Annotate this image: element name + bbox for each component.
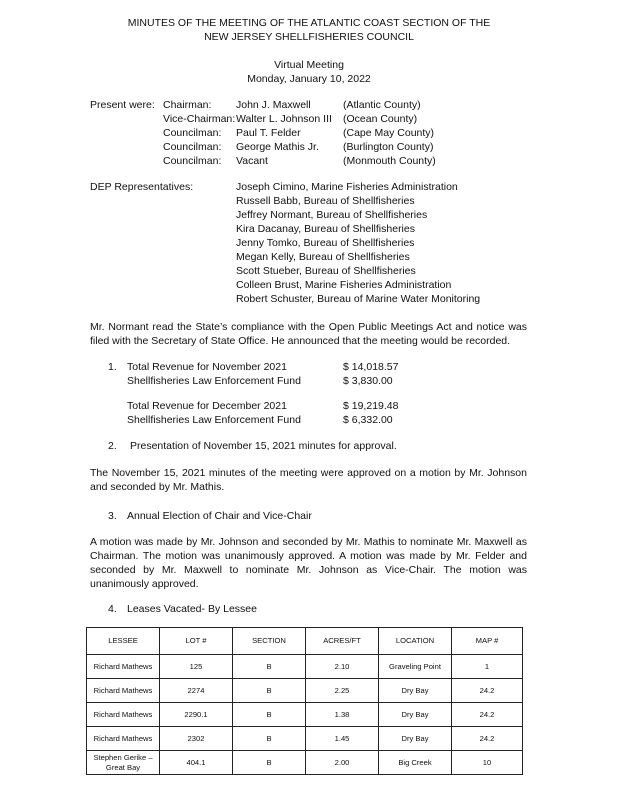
cell-section: B — [233, 751, 306, 775]
item-3-paragraph: A motion was made by Mr. Johnson and seconded by Mr. Mathis to nominate Mr. Maxwell as Chairman. The motion was unanimously approved. A motion was made by Mr. Felder and seconded by Mr. Maxwell to nominate Mr. Johnson as Vice-Chair. The motion was unanimously approved. — [90, 536, 527, 590]
cell-lessee: Stephen Gerike – Great Bay — [87, 751, 160, 775]
member-name: George Mathis Jr. — [236, 141, 319, 153]
item-2-number: 2. — [108, 440, 117, 452]
cell-lot: 125 — [160, 655, 233, 679]
cell-section: B — [233, 727, 306, 751]
table-header-row — [87, 628, 523, 655]
cell-acres: 2.10 — [306, 655, 379, 679]
cell-acres: 2.00 — [306, 751, 379, 775]
cell-section: B — [233, 655, 306, 679]
cell-location: Graveling Point — [379, 655, 452, 679]
dep-rep: Colleen Brust, Marine Fisheries Administration — [236, 279, 452, 291]
dep-rep: Jenny Tomko, Bureau of Shellfisheries — [236, 237, 415, 249]
cell-section: B — [233, 703, 306, 727]
cell-acres: 2.25 — [306, 679, 379, 703]
column-header: SECTION — [233, 628, 306, 655]
dep-rep: Jeffrey Normant, Bureau of Shellfisheries — [236, 209, 428, 221]
dep-label: DEP Representatives: — [90, 181, 194, 193]
cell-map: 24.2 — [452, 703, 523, 727]
revenue-label: Shellfisheries Law Enforcement Fund — [127, 375, 301, 387]
member-county: (Atlantic County) — [343, 99, 421, 111]
dep-rep: Kira Dacanay, Bureau of Shellfisheries — [236, 223, 415, 235]
item-2-heading: Presentation of November 15, 2021 minutes for approval. — [130, 440, 397, 452]
revenue-amount: $ 19,219.48 — [343, 400, 399, 412]
table-row — [87, 703, 523, 727]
table-row — [87, 655, 523, 679]
cell-acres: 1.38 — [306, 703, 379, 727]
title-line-2: NEW JERSEY SHELLFISHERIES COUNCIL — [204, 31, 414, 43]
cell-lot: 404.1 — [160, 751, 233, 775]
column-header: ACRES/FT — [306, 628, 379, 655]
cell-lessee: Richard Mathews — [87, 679, 160, 703]
item-4-number: 4. — [108, 603, 117, 615]
cell-map: 24.2 — [452, 679, 523, 703]
member-name: Vacant — [236, 155, 268, 167]
revenue-amount: $ 3,830.00 — [343, 375, 393, 387]
revenue-amount: $ 6,332.00 — [343, 414, 393, 426]
revenue-label: Shellfisheries Law Enforcement Fund — [127, 414, 301, 426]
dep-rep: Robert Schuster, Bureau of Marine Water Monitoring — [236, 293, 481, 305]
revenue-label: Total Revenue for November 2021 — [127, 361, 287, 373]
revenue-label: Total Revenue for December 2021 — [127, 400, 287, 412]
compliance-paragraph: Mr. Normant read the State’s compliance with the Open Public Meetings Act and notice was filed with the Secretary of State Office. He announced that the meeting would be recorded. — [90, 321, 527, 347]
item-4-heading: Leases Vacated- By Lessee — [127, 603, 257, 615]
cell-location: Dry Bay — [379, 727, 452, 751]
dep-rep: Russell Babb, Bureau of Shellfisheries — [236, 195, 415, 207]
cell-map: 24.2 — [452, 727, 523, 751]
meeting-date: Monday, January 10, 2022 — [247, 73, 371, 85]
revenue-amount: $ 14,018.57 — [343, 361, 399, 373]
cell-map: 1 — [452, 655, 523, 679]
cell-lot: 2302 — [160, 727, 233, 751]
present-label: Present were: — [90, 99, 155, 111]
item-1-number: 1. — [108, 361, 117, 373]
member-role: Councilman: — [163, 155, 222, 167]
item-3-heading: Annual Election of Chair and Vice-Chair — [127, 510, 312, 522]
cell-location: Big Creek — [379, 751, 452, 775]
leases-table — [86, 627, 523, 775]
member-name: John J. Maxwell — [236, 99, 311, 111]
cell-location: Dry Bay — [379, 703, 452, 727]
item-2-paragraph: The November 15, 2021 minutes of the meeting were approved on a motion by Mr. Johnson and seconded by Mr. Mathis. — [90, 467, 527, 493]
cell-lessee: Richard Mathews — [87, 655, 160, 679]
meeting-type: Virtual Meeting — [274, 59, 344, 71]
table-row — [87, 679, 523, 703]
cell-lessee: Richard Mathews — [87, 703, 160, 727]
member-role: Vice-Chairman: — [163, 113, 236, 125]
cell-acres: 1.45 — [306, 727, 379, 751]
item-3-number: 3. — [108, 510, 117, 522]
dep-rep: Megan Kelly, Bureau of Shellfisheries — [236, 251, 410, 263]
column-header: LESSEE — [87, 628, 160, 655]
cell-lot: 2290.1 — [160, 703, 233, 727]
member-role: Chairman: — [163, 99, 212, 111]
member-role: Councilman: — [163, 127, 222, 139]
cell-location: Dry Bay — [379, 679, 452, 703]
dep-rep: Scott Stueber, Bureau of Shellfisheries — [236, 265, 416, 277]
member-county: (Ocean County) — [343, 113, 418, 125]
member-county: (Cape May County) — [343, 127, 435, 139]
cell-map: 10 — [452, 751, 523, 775]
member-name: Walter L. Johnson III — [236, 113, 332, 125]
column-header: LOT # — [160, 628, 233, 655]
member-county: (Burlington County) — [343, 141, 434, 153]
column-header: MAP # — [452, 628, 523, 655]
table-row — [87, 727, 523, 751]
member-name: Paul T. Felder — [236, 127, 301, 139]
table-row — [87, 751, 523, 775]
member-county: (Monmouth County) — [343, 155, 436, 167]
column-header: LOCATION — [379, 628, 452, 655]
cell-lessee: Richard Mathews — [87, 727, 160, 751]
dep-rep: Joseph Cimino, Marine Fisheries Administration — [236, 181, 458, 193]
cell-lot: 2274 — [160, 679, 233, 703]
member-role: Councilman: — [163, 141, 222, 153]
title-line-1: MINUTES OF THE MEETING OF THE ATLANTIC COAST SECTION OF THE — [127, 17, 491, 29]
cell-section: B — [233, 679, 306, 703]
